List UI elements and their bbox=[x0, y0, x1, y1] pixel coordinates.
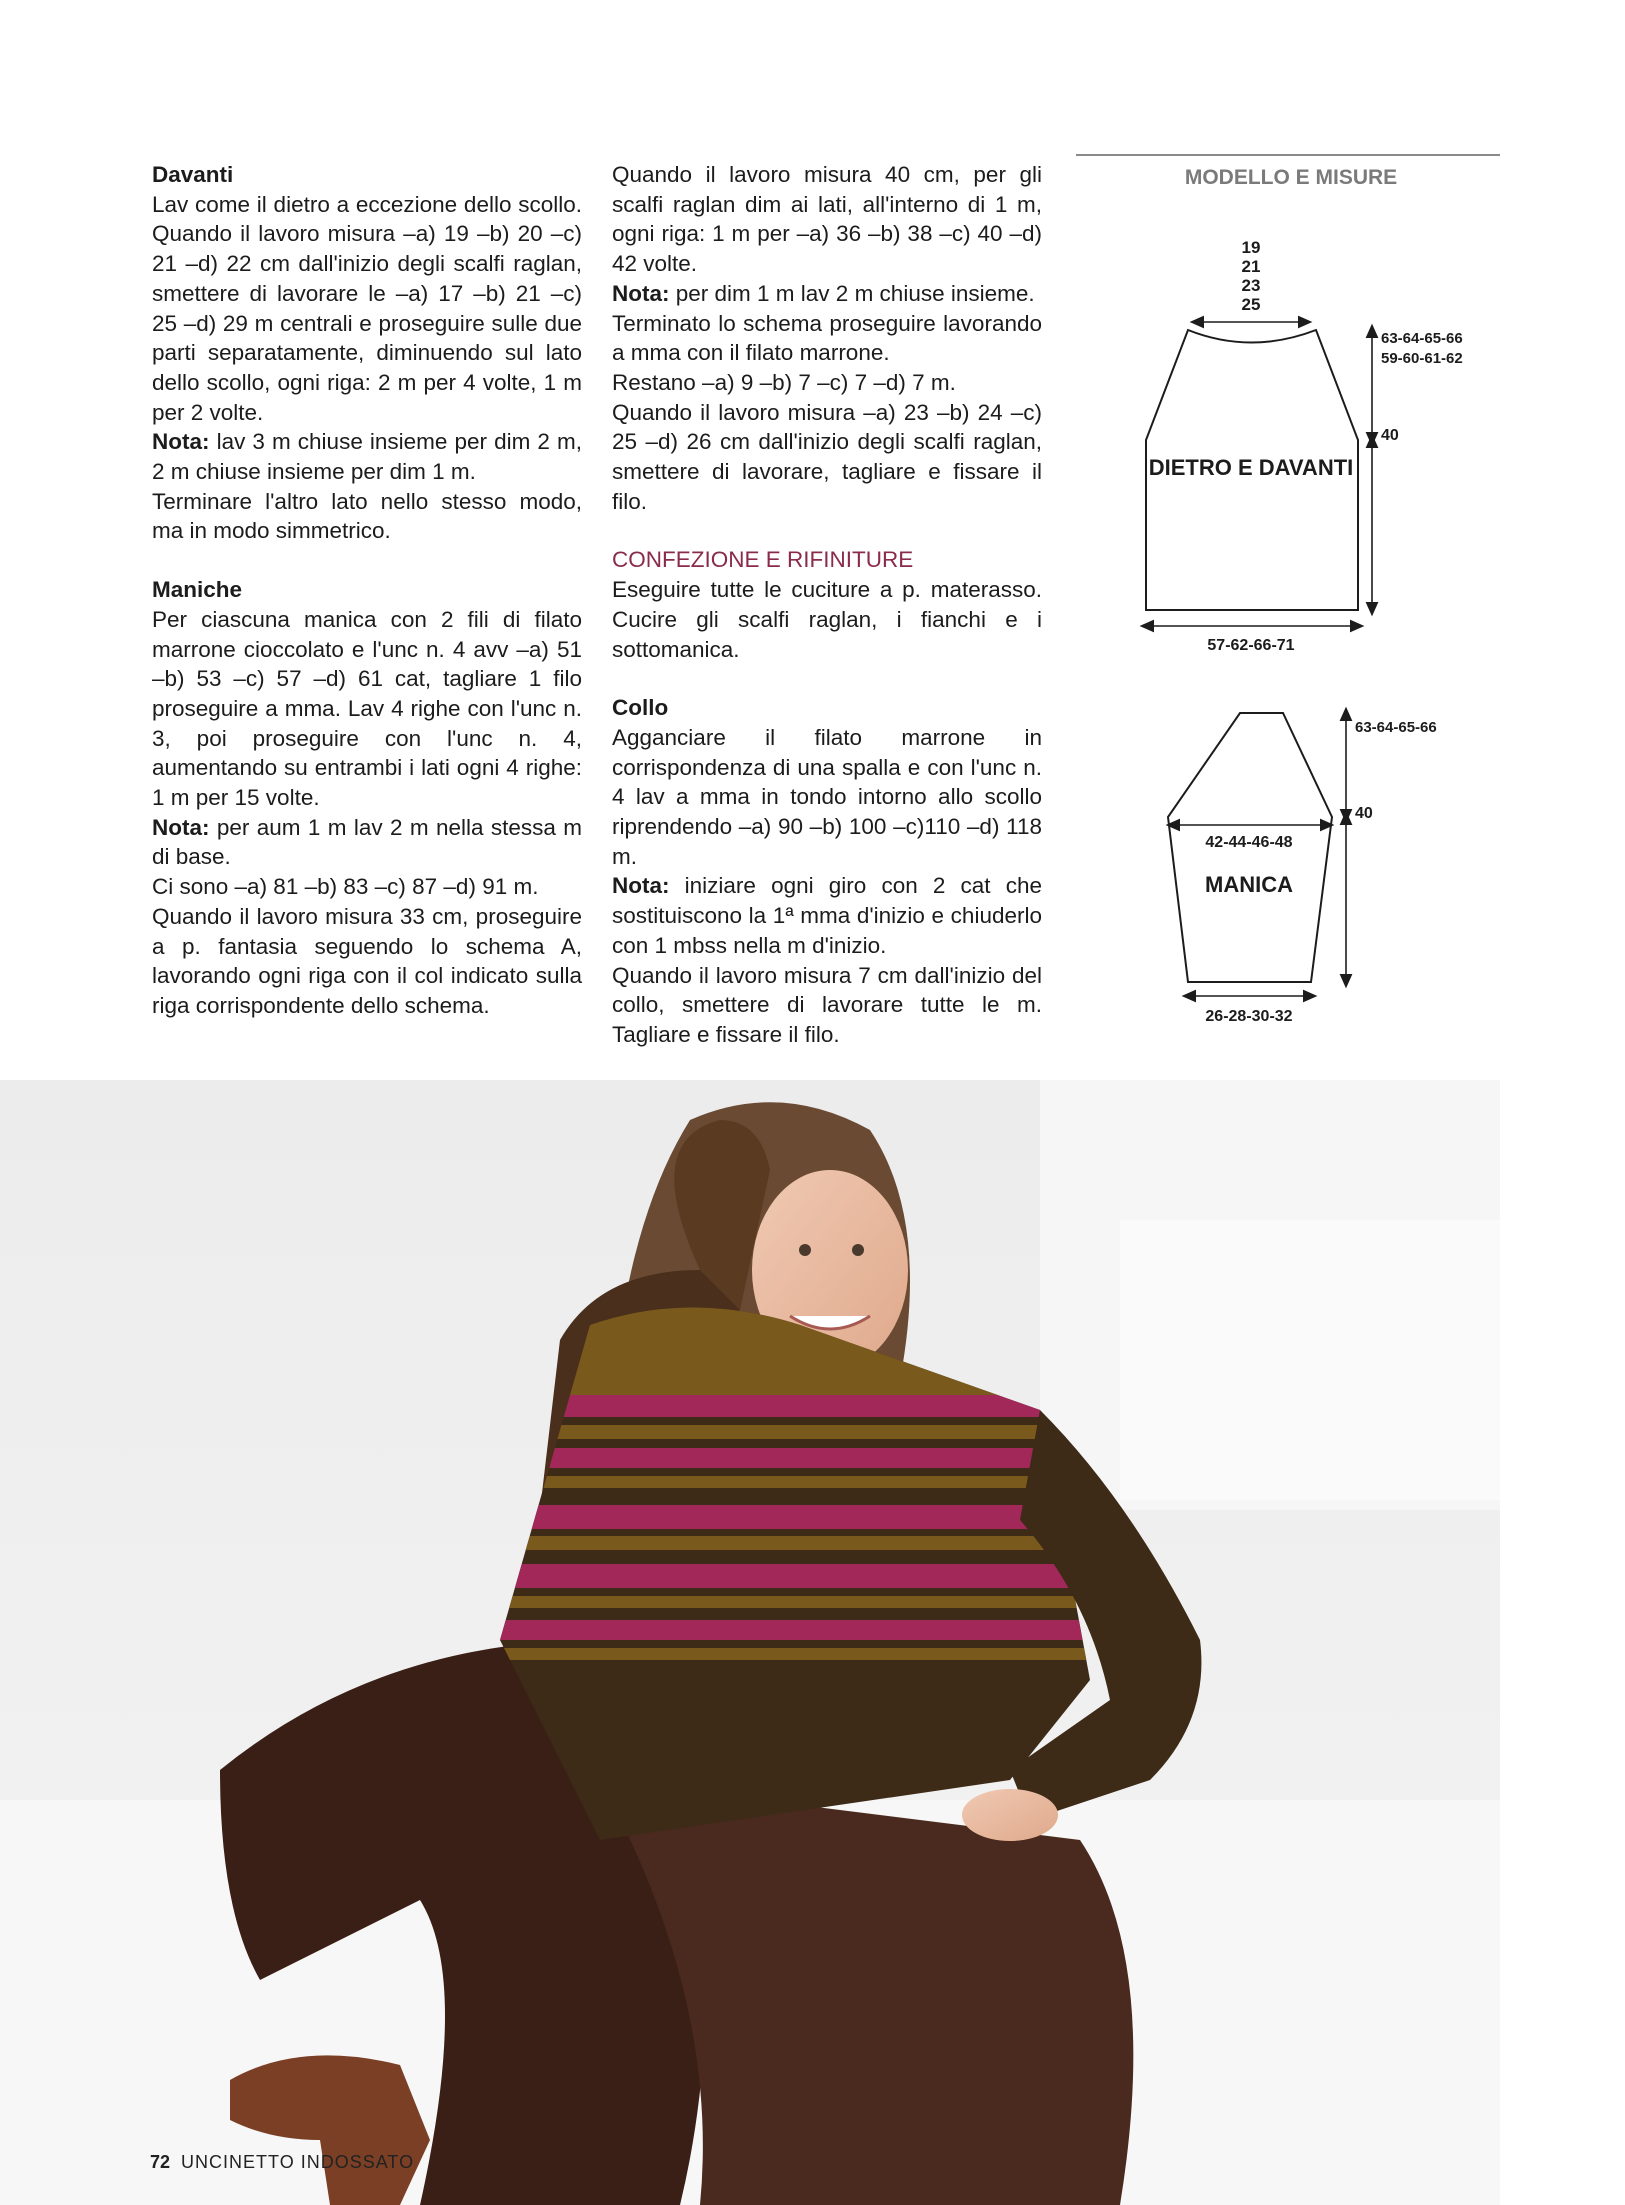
nota-label: Nota: bbox=[152, 814, 210, 840]
nota-raglan bbox=[612, 279, 1042, 309]
section-title-confezione: CONFEZIONE E RIFINITURE bbox=[612, 547, 914, 573]
section-title-collo: Collo bbox=[612, 695, 669, 721]
raglan-paragraph-2: Terminato lo schema proseguire lavorando a mma con il filato marrone. bbox=[612, 310, 1042, 366]
body-height-label: 40 bbox=[1381, 427, 1399, 444]
section-title-maniche: Maniche bbox=[152, 577, 243, 603]
nota-text: iniziare ogni giro con 2 cat che sostituiscono la 1ª mma d'inizio e chiuderlo con 1 mbss nella m d'inizio. bbox=[612, 873, 1042, 958]
maniche-paragraph-3: Quando il lavoro misura 33 cm, proseguire a p. fantasia seguendo lo schema A, lavorando ogni riga con il col indicato sulla riga corrispondente dello schema. bbox=[152, 903, 582, 1018]
neck-measure-4: 25 bbox=[1241, 295, 1261, 314]
raglan-paragraph-4: Quando il lavoro misura –a) 23 –b) 24 –c) 25 –d) 26 cm dall'inizio degli scalfi raglan, smettere di lavorare, tagliare e fissare il filo. bbox=[612, 399, 1042, 514]
nota-label: Nota: bbox=[612, 873, 670, 899]
raglan-paragraph: Quando il lavoro misura 40 cm, per gli scalfi raglan dim ai lati, all'interno di 1 m, ogni riga: 1 m per –a) 36 –b) 38 –c) 40 –d) 42 volte. bbox=[612, 162, 1042, 277]
nota-label: Nota: bbox=[612, 280, 670, 306]
nota-collo bbox=[612, 871, 1042, 960]
section-title-davanti: Davanti bbox=[152, 162, 234, 187]
sleeve-height-label: 40 bbox=[1355, 805, 1373, 822]
body-raglan-label-a: 63-64-65-66 bbox=[1381, 330, 1463, 347]
text-column-middle bbox=[612, 160, 1042, 1050]
nota-text: lav 3 m chiuse insieme per dim 2 m, 2 m chiuse insieme per dim 1 m. bbox=[152, 429, 582, 485]
text-column-left bbox=[152, 160, 582, 1021]
davanti-paragraph: Lav come il dietro a eccezione dello scollo. Quando il lavoro misura –a) 19 –b) 20 –c) 21 –d) 22 cm dall'inizio degli scalfi raglan, smettere di lavorare le –a) 17 –b) 21 –c) 25 –d) 29 m centrali e proseguire sulle due parti separatamente, diminuendo sul lato dello scollo, ogni riga: 2 m per 4 volte, 1 m per 2 volte. bbox=[152, 191, 582, 425]
body-label: DIETRO E DAVANTI bbox=[1148, 455, 1354, 480]
collo-paragraph-2: Quando il lavoro misura 7 cm dall'inizio del collo, smettere di lavorare tutte le m. Tagliare e fissare il filo. bbox=[612, 962, 1042, 1047]
neck-measure-3: 23 bbox=[1241, 276, 1261, 295]
sleeve-upper-label: 42-44-46-48 bbox=[1205, 834, 1293, 851]
eye-right bbox=[852, 1244, 864, 1256]
page-footer bbox=[150, 2152, 414, 2173]
neck-measure-1: 19 bbox=[1241, 238, 1261, 257]
schematic-svg bbox=[1068, 150, 1500, 1030]
raglan-paragraph-3: Restano –a) 9 –b) 7 –c) 7 –d) 7 m. bbox=[612, 369, 956, 395]
davanti-paragraph-2: Terminare l'altro lato nello stesso modo, ma in modo simmetrico. bbox=[152, 488, 582, 544]
nota-text: per aum 1 m lav 2 m nella stessa m di base. bbox=[152, 814, 582, 870]
collo-paragraph: Agganciare il filato marrone in corrispondenza di una spalla e con l'unc n. 4 lav a mma in tondo intorno allo scollo riprendendo –a) 90 –b) 100 –c)110 –d) 118 m. bbox=[612, 724, 1042, 869]
maniche-paragraph-2: Ci sono –a) 81 –b) 83 –c) 87 –d) 91 m. bbox=[152, 874, 539, 900]
maniche-paragraph: Per ciascuna manica con 2 fili di filato marrone cioccolato e l'unc n. 4 avv –a) 51 –b) 53 –c) 57 –d) 61 cat, tagliare 1 filo proseguire a mma. Lav 4 righe con l'unc n. 3, poi proseguire con l'unc n. 4, aumentando su entrambi i lati ogni 4 righe: 1 m per 15 volte. bbox=[152, 606, 582, 811]
sleeve-cuff-label: 26-28-30-32 bbox=[1205, 1008, 1293, 1025]
nota-label: Nota: bbox=[152, 429, 210, 455]
diagram-heading: MODELLO E MISURE bbox=[1184, 166, 1398, 189]
nota-davanti bbox=[152, 427, 582, 486]
hand bbox=[962, 1789, 1058, 1841]
schematic-diagram bbox=[1068, 150, 1500, 1030]
nota-maniche bbox=[152, 813, 582, 872]
eye-left bbox=[799, 1244, 811, 1256]
neck-measure-2: 21 bbox=[1241, 257, 1261, 276]
body-width-label: 57-62-66-71 bbox=[1207, 637, 1295, 654]
page-number: 72 bbox=[150, 2152, 171, 2172]
nota-text: per dim 1 m lav 2 m chiuse insieme. bbox=[669, 280, 1035, 306]
sleeve-raglan-label: 63-64-65-66 bbox=[1355, 719, 1437, 736]
backdrop-block-2 bbox=[1120, 1220, 1500, 1500]
model-photo bbox=[0, 1080, 1500, 2205]
body-raglan-label-b: 59-60-61-62 bbox=[1381, 350, 1463, 367]
model-photo-illustration bbox=[0, 1080, 1500, 2205]
sleeve-label: MANICA bbox=[1205, 872, 1293, 897]
confezione-paragraph: Eseguire tutte le cuciture a p. materasso. Cucire gli scalfi raglan, i fianchi e i sottomanica. bbox=[612, 577, 1042, 662]
magazine-name: UNCINETTO INDOSSATO bbox=[181, 2152, 415, 2172]
